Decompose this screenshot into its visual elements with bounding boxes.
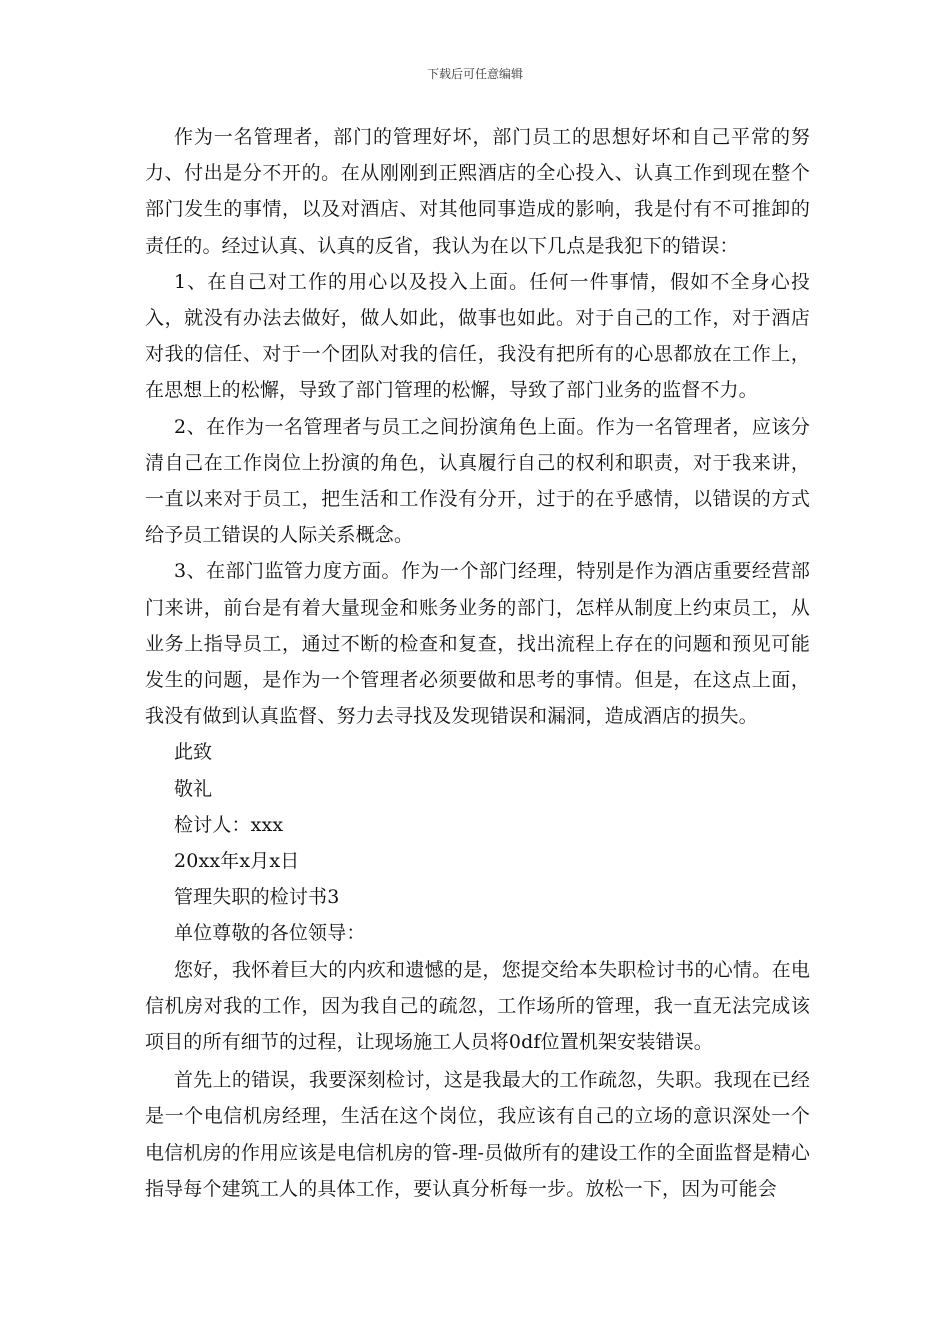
closing-salutation: 此致 xyxy=(174,741,213,764)
paragraph-point-2: 2、在作为一名管理者与员工之间扮演角色上面。作为一名管理者，应该分清自己在工作岗位上扮演的角色，认真履行自己的权利和职责，对于我来讲，一直以来对于员工，把生活和工作没有分开，过于的在乎感情，以错误的方式给予员工错误的人际关系概念。 xyxy=(145,415,810,547)
paragraph-point-3: 3、在部门监管力度方面。作为一个部门经理，特别是作为酒店重要经营部门来讲，前台是有着大量现金和账务业务的部门，怎样从制度上约束员工，从业务上指导员工，通过不断的检查和复查，找出流程上存在的问题和预见可能发生的问题，是作为一个管理者必须要做和思考的事情。但是，在这点上面，我没有做到认真监督、努力去寻找及发现错误和漏洞，造成酒店的损失。 xyxy=(145,560,810,728)
paragraph-reflection: 首先上的错误，我要深刻检讨，这是我最大的工作疏忽，失职。我现在已经是一个电信机房经理，生活在这个岗位，我应该有自己的立场的意识深处一个电信机房的作用应该是电信机房的管-理-员做所有的建设工作的全面监督是精心指导每个建筑工人的具体工作，要认真分析每一步。放松一下，因为可能会 xyxy=(145,1069,810,1200)
signature-name: 检讨人：xxx xyxy=(174,813,284,836)
greeting: 单位尊敬的各位领导： xyxy=(174,922,366,945)
closing-regards: 敬礼 xyxy=(174,777,213,800)
document-body xyxy=(145,119,810,1207)
paragraph-intro: 作为一名管理者，部门的管理好坏，部门员工的思想好坏和自己平常的努力、付出是分不开的。在从刚刚到正熙酒店的全心投入、认真工作到现在整个部门发生的事情，以及对酒店、对其他同事造成的影响，我是付有不可推卸的责任的。经过认真、认真的反省，我认为在以下几点是我犯下的错误： xyxy=(145,126,810,257)
paragraph-opening: 您好，我怀着巨大的内疚和遗憾的是，您提交给本失职检讨书的心情。在电信机房对我的工作，因为我自己的疏忽，工作场所的管理，我一直无法完成该项目的所有细节的过程，让现场施工人员将0df位置机架安装错误。 xyxy=(145,958,810,1054)
signature-date: 20xx年x月x日 xyxy=(174,850,300,873)
section-title: 管理失职的检讨书3 xyxy=(174,886,340,909)
paragraph-point-1: 1、在自己对工作的用心以及投入上面。任何一件事情，假如不全身心投入，就没有办法去做好，做人如此，做事也如此。对于自己的工作，对于酒店对我的信任、对于一个团队对我的信任，我没有把所有的心思都放在工作上，在思想上的松懈，导致了部门管理的松懈，导致了部门业务的监督不力。 xyxy=(145,270,810,402)
page-header: 下载后可任意编辑 xyxy=(426,67,523,81)
